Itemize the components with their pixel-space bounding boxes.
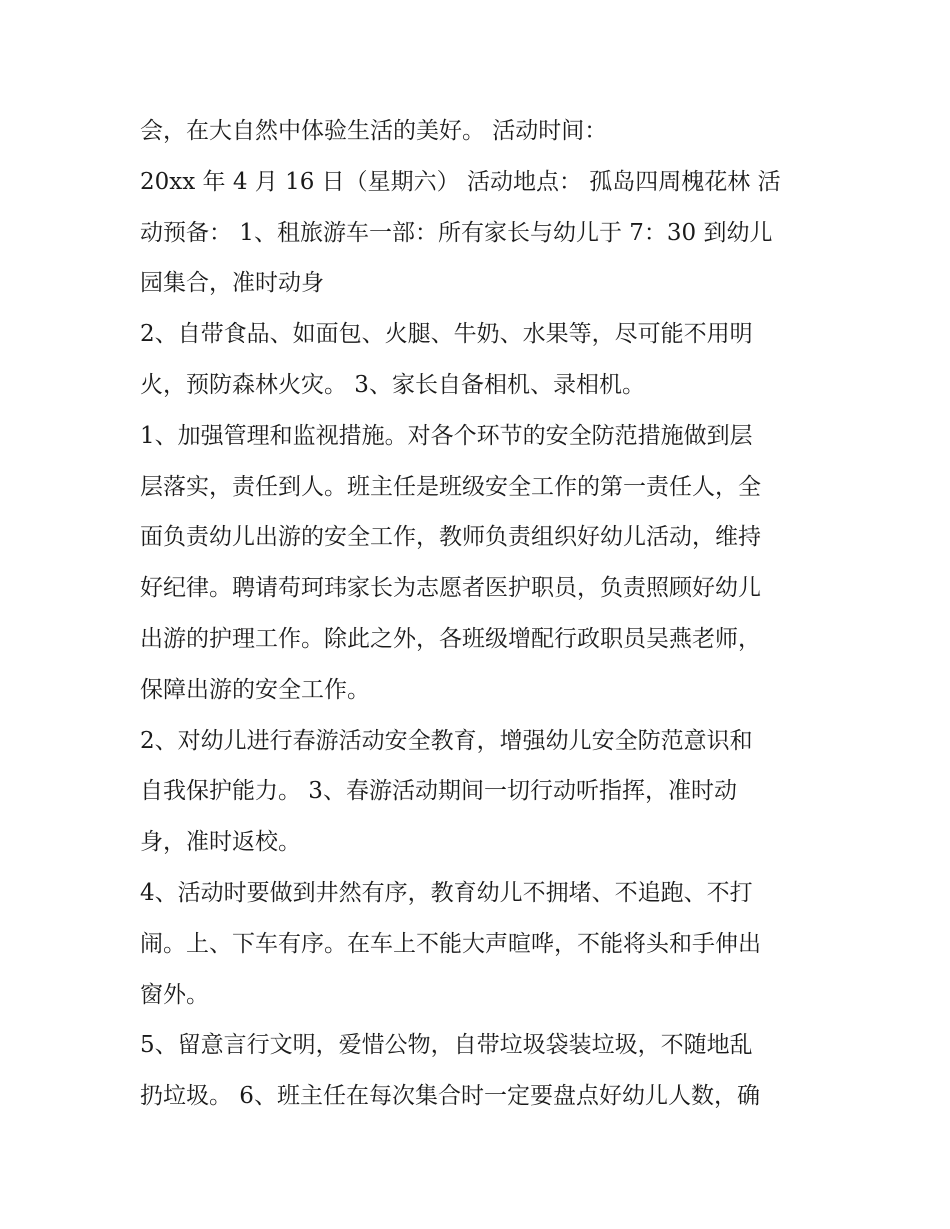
text-line-14: 自我保护能力。 3、春游活动期间一切行动听指挥，准时动 (140, 778, 737, 805)
text-line-20: 扔垃圾。 6、班主任在每次集合时一定要盘点好幼儿人数，确 (140, 1083, 760, 1110)
text-line-8: 层落实，责任到人。班主任是班级安全工作的第一责任人，全 (140, 473, 761, 500)
text-line-16: 4、活动时要做到井然有序，教育幼儿不拥堵、不追跑、不打 (140, 879, 753, 906)
text-line-9: 面负责幼儿出游的安全工作，教师负责组织好幼儿活动，维持 (140, 524, 761, 551)
text-line-19: 5、留意言行文明，爱惜公物，自带垃圾袋装垃圾，不随地乱 (140, 1032, 753, 1059)
text-line-10: 好纪律。聘请苟珂玮家长为志愿者医护职员，负责照顾好幼儿 (140, 575, 761, 602)
text-line-12: 保障出游的安全工作。 (140, 676, 370, 703)
text-line-11: 出游的护理工作。除此之外，各班级增配行政职员吴燕老师， (140, 625, 761, 652)
document-body (140, 106, 830, 1122)
text-line-15: 身，准时返校。 (140, 829, 301, 856)
text-line-5: 2、自带食品、如面包、火腿、牛奶、水果等，尽可能不用明 (140, 321, 753, 348)
text-line-7: 1、加强管理和监视措施。对各个环节的安全防范措施做到层 (140, 422, 753, 449)
text-line-1: 会，在大自然中体验生活的美好。 活动时间： (140, 118, 608, 144)
text-line-2: 20xx 年 4 月 16 日（星期六） 活动地点： 孤岛四周槐花林 活 (140, 168, 781, 195)
text-line-18: 窗外。 (140, 981, 209, 1008)
text-line-4: 园集合，准时动身 (140, 270, 324, 297)
text-line-6: 火，预防森林火灾。 3、家长自备相机、录相机。 (140, 371, 645, 398)
text-line-17: 闹。上、下车有序。在车上不能大声暄哗，不能将头和手伸出 (140, 930, 761, 957)
text-line-13: 2、对幼儿进行春游活动安全教育，增强幼儿安全防范意识和 (140, 727, 753, 754)
text-line-3: 动预备： 1、租旅游车一部：所有家长与幼儿于 7：30 到幼儿 (140, 219, 773, 246)
